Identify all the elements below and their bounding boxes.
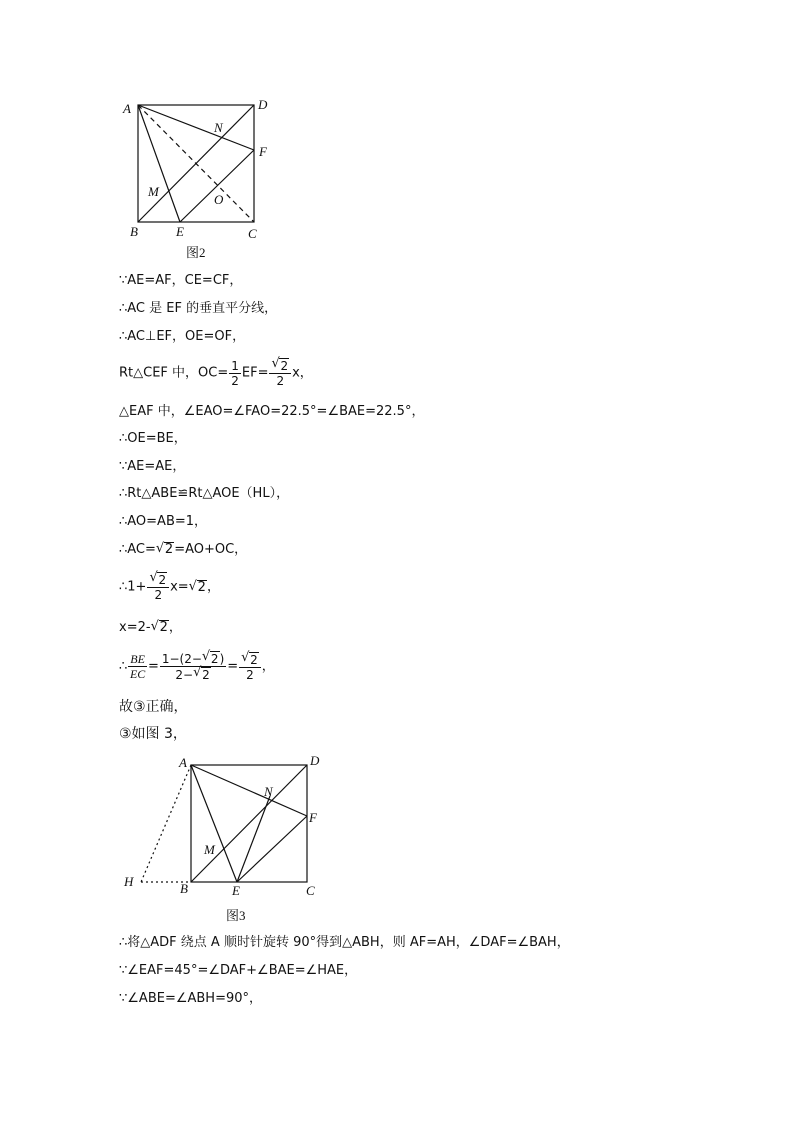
label-m: M — [148, 184, 159, 199]
fraction-half: $\frac{1}{2}$ — [231, 358, 239, 388]
line-14: 故③正确， — [119, 699, 188, 715]
segment-ef — [180, 150, 254, 222]
label-b: B — [130, 224, 138, 239]
line-8: ∴Rt△ABE≌Rt△AOE（HL）， — [119, 486, 290, 501]
line-9: ∴AO=AB=1， — [119, 514, 208, 529]
figure-3 — [118, 750, 338, 928]
label-n: N — [264, 784, 273, 799]
sqrt-2: √ 2 — [156, 541, 174, 559]
label-f: F — [309, 810, 317, 825]
sqrt-2: √ 2 — [189, 579, 207, 597]
line-5: △EAF 中，∠EAO=∠FAO=22.5°=∠BAE=22.5°， — [119, 404, 425, 419]
label-a: A — [123, 101, 131, 116]
figure-2-caption: 图2 — [186, 245, 206, 260]
line-3: ∴AC⊥EF，OE=OF， — [119, 329, 246, 344]
label-b: B — [180, 881, 188, 896]
fraction-sqrt2-over-2: √ $\frac{2}{2}$ — [147, 572, 169, 602]
segment-en — [237, 796, 270, 882]
line-11: ∴1+ √ $\frac{2}{2}$ x=√ 2， — [119, 572, 220, 602]
label-h: H — [124, 874, 134, 889]
fraction-be-over-ec: $\frac{BE}{EC}$ — [129, 652, 146, 681]
line-2: ∴AC 是 EF 的垂直平分线， — [119, 301, 278, 316]
label-e: E — [176, 224, 184, 239]
segment-ah-dotted — [141, 765, 191, 882]
segment-ae — [138, 105, 180, 222]
label-d: D — [258, 97, 268, 112]
segment-af — [138, 105, 254, 150]
segment-bd — [191, 765, 307, 882]
fraction-sqrt2-over-2: √ $\frac{2}{2}$ — [239, 652, 261, 682]
label-a: A — [179, 755, 187, 770]
fraction-expression: $\frac{1-(2-√ 2)}{2-√ 2}$ — [160, 651, 226, 682]
line-12: x=2-√ 2， — [119, 619, 182, 637]
sqrt-2: √ 2 — [151, 619, 169, 637]
label-o: O — [214, 192, 224, 207]
line-17: ∵∠EAF=45°=∠DAF+∠BAE=∠HAE， — [119, 963, 358, 978]
fraction-sqrt2-over-2: √ $\frac{2}{2}$ — [269, 358, 291, 388]
line-1: ∵AE=AF，CE=CF， — [119, 273, 243, 288]
label-m: M — [204, 842, 215, 857]
line-13: ∴ $\frac{BE}{EC}$ = $\frac{1-(2-√ 2)}{2-√ 2}$ = √ $\frac{2}{2}$ ， — [119, 651, 275, 682]
figure-2 — [110, 92, 290, 267]
label-c: C — [306, 883, 315, 898]
line-7: ∵AE=AE， — [119, 459, 186, 474]
line-6: ∴OE=BE， — [119, 431, 187, 446]
label-n: N — [214, 120, 223, 135]
line-15: ③如图 3， — [119, 726, 187, 742]
segment-ef — [237, 816, 307, 882]
line-4: Rt△CEF 中，OC= $\frac{1}{2}$ EF= √ $\frac{2}{2}$ x， — [119, 358, 313, 388]
label-e: E — [232, 883, 240, 898]
figure-3-caption: 图3 — [226, 908, 246, 923]
line-18: ∵∠ABE=∠ABH=90°， — [119, 991, 263, 1006]
label-c: C — [248, 226, 257, 241]
label-f: F — [259, 144, 267, 159]
label-d: D — [310, 753, 320, 768]
line-16: ∴将△ADF 绕点 A 顺时针旋转 90°得到△ABH，则 AF=AH，∠DAF=∠BAH， — [119, 935, 570, 950]
line-10: ∴AC=√ 2=AO+OC， — [119, 541, 247, 559]
